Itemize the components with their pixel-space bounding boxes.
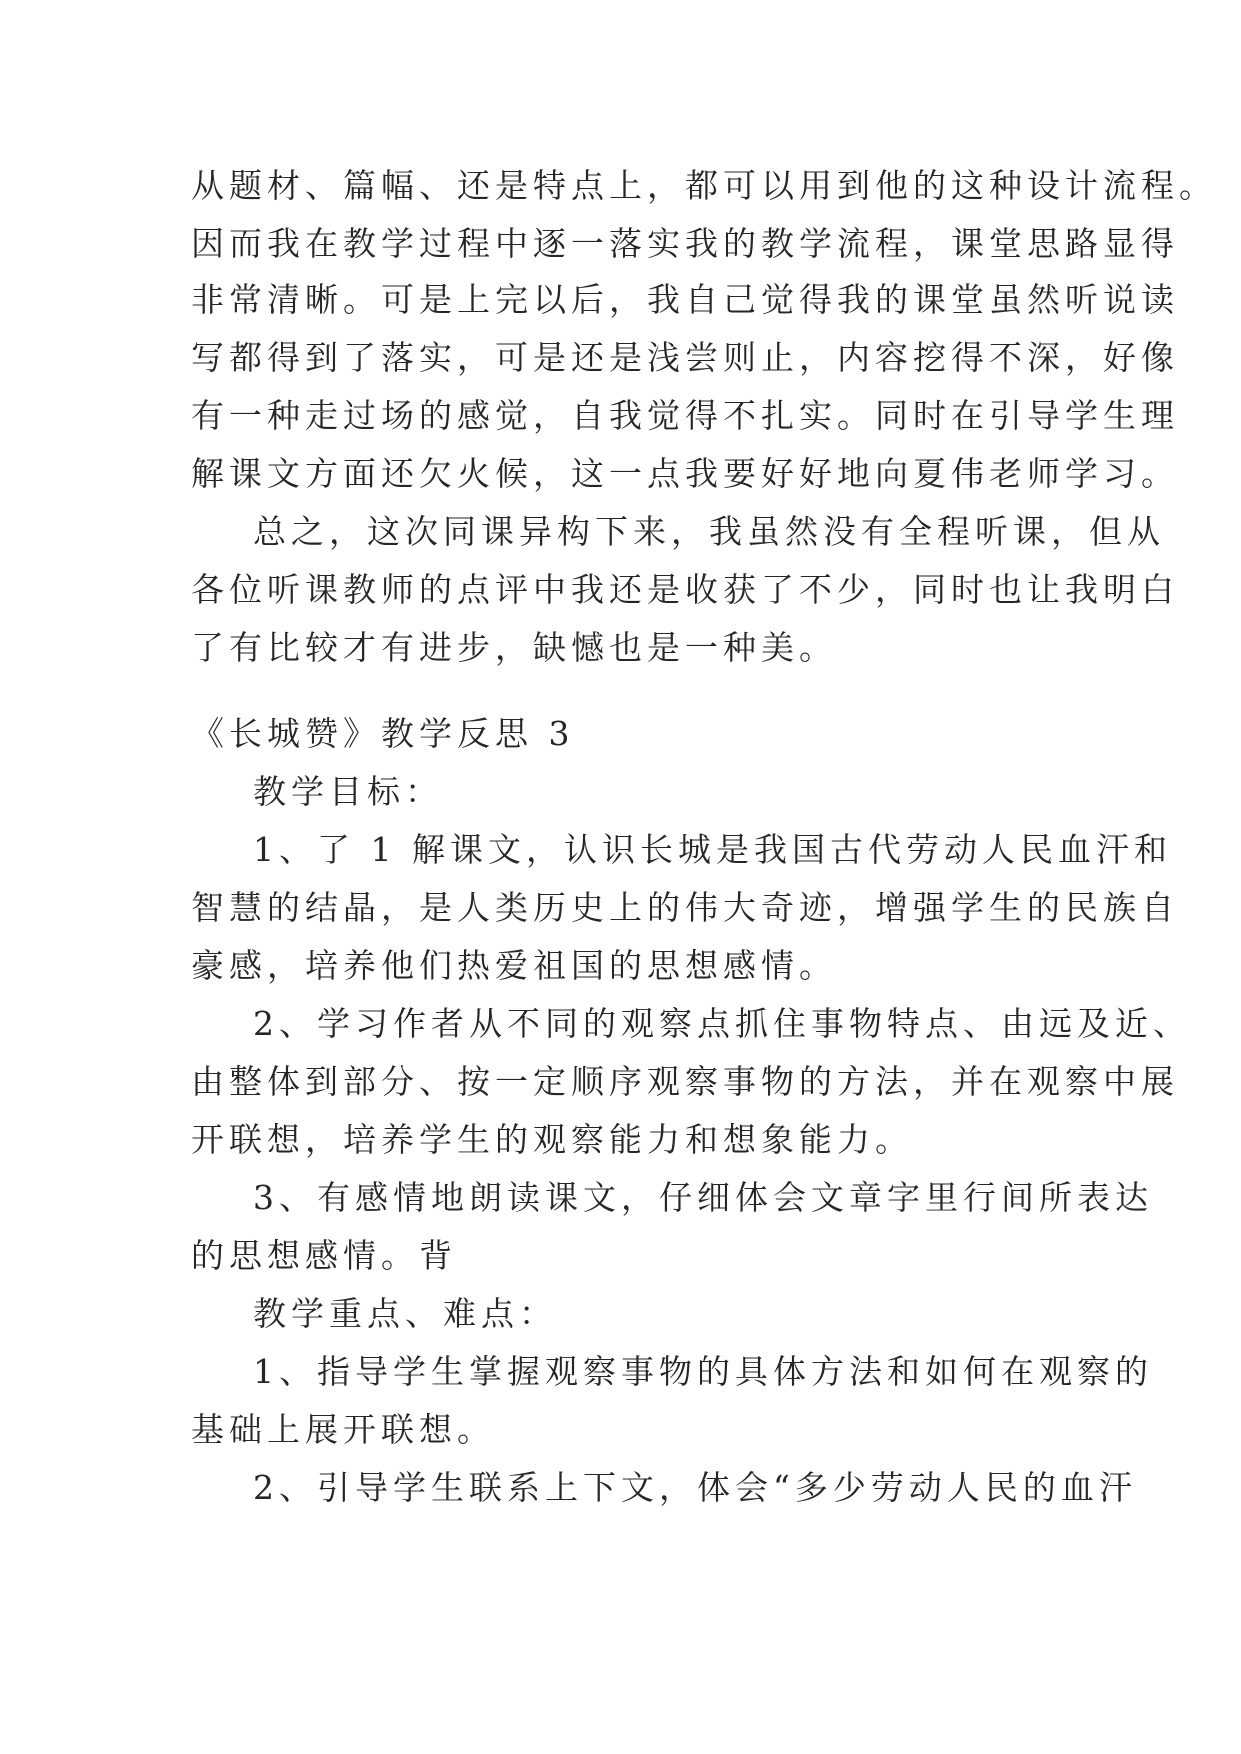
para-summary-line: 总之，这次同课异构下来，我虽然没有全程听课，但从 (253, 512, 1165, 551)
para-continued-line: 从题材、篇幅、还是特点上，都可以用到他的这种设计流程。 (191, 166, 1217, 205)
goal-1-line: 智慧的结晶，是人类历史上的伟大奇迹，增强学生的民族自 (191, 888, 1179, 927)
key-point-1-line: 基础上展开联想。 (191, 1410, 495, 1449)
goal-2-line: 由整体到部分、按一定顺序观察事物的方法，并在观察中展 (191, 1062, 1179, 1101)
goals-heading-line: 教学目标： (253, 772, 443, 811)
goal-2-line: 开联想，培养学生的观察能力和想象能力。 (191, 1120, 913, 1159)
key-points-heading-line: 教学重点、难点： (253, 1294, 557, 1333)
goal-1-line: 豪感，培养他们热爱祖国的思想感情。 (191, 946, 837, 985)
key-point-1-line: 1、指导学生掌握观察事物的具体方法和如何在观察的 (253, 1352, 1153, 1391)
para-summary-line: 各位听课教师的点评中我还是收获了不少，同时也让我明白 (191, 570, 1179, 609)
para-summary-line: 了有比较才有进步，缺憾也是一种美。 (191, 628, 837, 667)
goal-3-line: 的思想感情。背 (191, 1236, 457, 1275)
goal-2-line: 2、学习作者从不同的观察点抓住事物特点、由远及近、 (253, 1004, 1191, 1043)
section-title-line: 《长城赞》教学反思 3 (191, 714, 575, 753)
para-continued-line: 因而我在教学过程中逐一落实我的教学流程，课堂思路显得 (191, 224, 1179, 263)
goal-3-line: 3、有感情地朗读课文，仔细体会文章字里行间所表达 (253, 1178, 1153, 1217)
para-continued-line: 有一种走过场的感觉，自我觉得不扎实。同时在引导学生理 (191, 396, 1179, 435)
para-continued-line: 非常清晰。可是上完以后，我自己觉得我的课堂虽然听说读 (191, 280, 1179, 319)
goal-1-line: 1、了 1 解课文，认识长城是我国古代劳动人民血汗和 (253, 830, 1172, 869)
para-continued-line: 写都得到了落实，可是还是浅尝则止，内容挖得不深，好像 (191, 338, 1179, 377)
key-point-2-line: 2、引导学生联系上下文，体会“多少劳动人民的血汗 (253, 1468, 1137, 1507)
para-continued-line: 解课文方面还欠火候，这一点我要好好地向夏伟老师学习。 (191, 454, 1179, 493)
